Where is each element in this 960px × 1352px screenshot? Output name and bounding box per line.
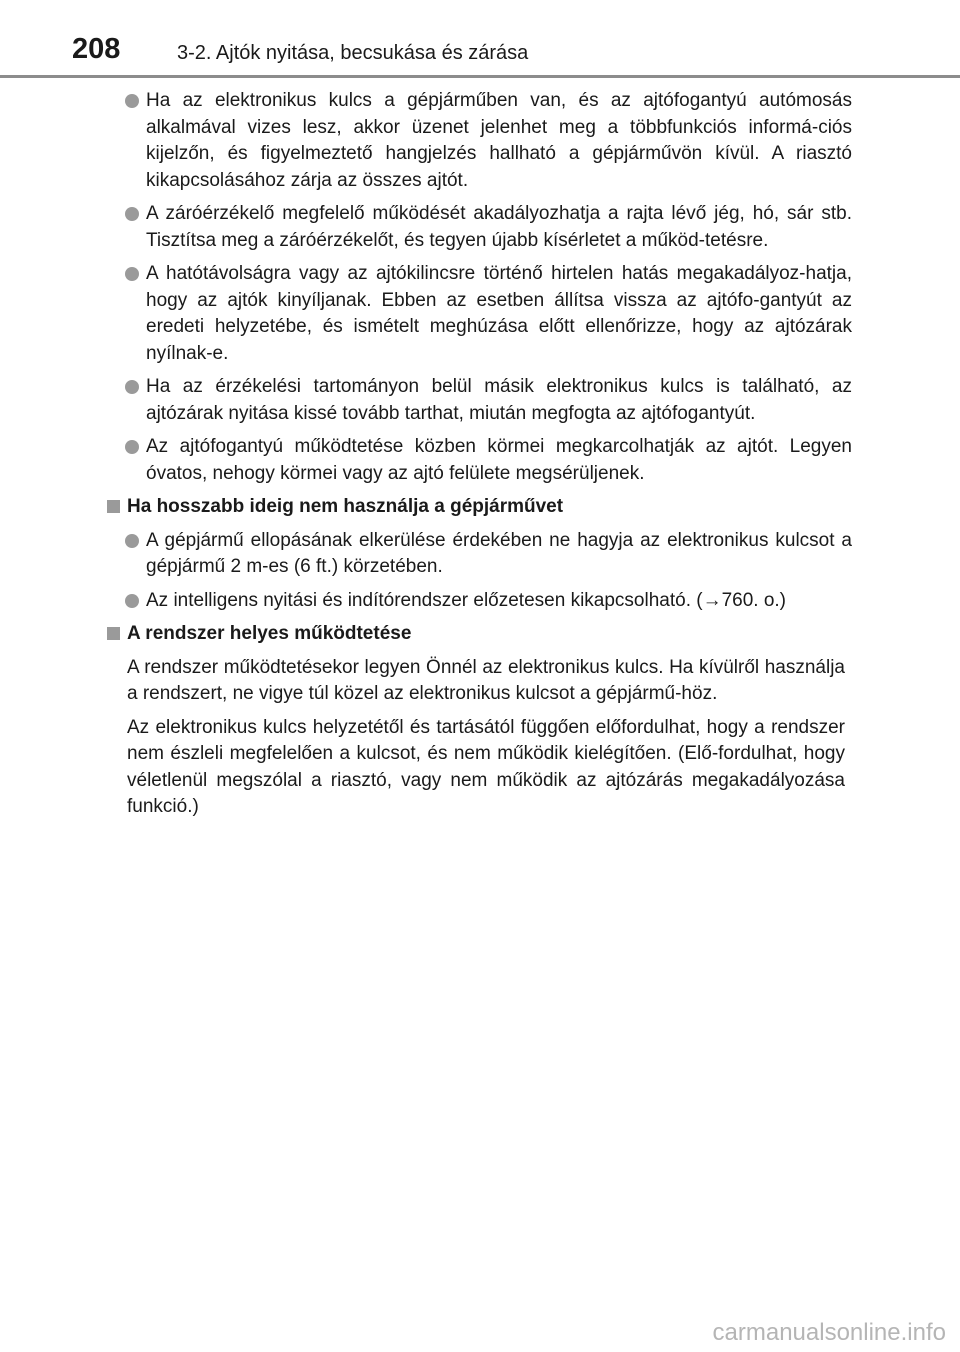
list-item-text: Az ajtófogantyú működtetése közben körmei megkarcolhatják az ajtót. Legyen óvatos, nehogy körmei vagy az ajtó felülete megsérüljenek. [146,436,852,484]
section-heading-text: A rendszer helyes működtetése [127,623,412,644]
list-item-text: A gépjármű ellopásának elkerülése érdekében ne hagyja az elektronikus kulcsot a gépjármű 2 m-es (6 ft.) körzetében. [146,529,852,577]
section-heading-long-term-nonuse [127,494,960,521]
watermark: carmanualsonline.info [712,1319,946,1346]
square-bullet-icon [107,627,120,640]
bullet-icon [125,594,139,608]
section-title: 3-2. Ajtók nyitása, becsukása és zárása [177,42,529,64]
paragraph: Az elektronikus kulcs helyzetétől és tartásától függően előfordulhat, hogy a rendszer nem észleli megfelelően a kulcsot, és nem működik kielégítően. (Elő-fordulhat, hogy véletlenül megszólal a riasztó, vagy nem működik az ajtózárás megakadályozása funkció.) [127,716,845,817]
bullet-icon [125,440,139,454]
list-item [146,374,852,427]
bullet-icon [125,267,139,281]
page-number: 208 [72,33,121,65]
list-item [146,201,852,254]
list-item-text: Ha az elektronikus kulcs a gépjárműben van, és az ajtófogantyú autómosás alkalmával vizes lesz, akkor üzenet jelenhet meg a többfunkciós informá-ciós kijelzőn, és figyelmeztető hangjelzés hallható a gépjárművön kívül. A riasztó kikapcsolásához zárja az összes ajtót. [146,90,852,191]
section-heading-correct-operation [127,621,960,648]
bullet-icon [125,380,139,394]
list-item-text: Ha az érzékelési tartományon belül másik elektronikus kulcs is található, az ajtózárak nyitása kissé tovább tarthat, miután megfogta az ajtófogantyút. [146,376,852,424]
list-item-text: Az intelligens nyitási és indítórendszer előzetesen kikapcsolható. (→760. o.) [146,589,787,611]
bullet-icon [125,534,139,548]
header-divider [0,75,960,78]
list-item-text: A záróérzékelő megfelelő működését akadályozhatja a rajta lévő jég, hó, sár stb. Tisztítsa meg a záróérzékelőt, és tegyen újabb kísérletet a működ-tetésre. [146,203,852,251]
list-item [146,434,852,487]
section-heading-text: Ha hosszabb ideig nem használja a gépjárművet [127,496,564,517]
square-bullet-icon [107,500,120,513]
page-header [0,0,960,78]
list-item-text: A hatótávolságra vagy az ajtókilincsre történő hirtelen hatás megakadályoz-hatja, hogy az ajtók kinyíljanak. Ebben az esetben állítsa vissza az ajtófo-gantyút az eredeti helyzetébe, és ismételt meghúzása előtt ellenőrizze, hogy az ajtózárak nyílnak-e. [146,263,852,364]
page-content [0,88,960,828]
paragraph: A rendszer működtetésekor legyen Önnél az elektronikus kulcs. Ha kívülről használja a rendszert, ne vigye túl közel az elektronikus kulcsot a gépjármű-höz. [127,656,845,704]
list-item [146,588,852,615]
list-item [146,528,852,581]
bullet-icon [125,94,139,108]
bullet-icon [125,207,139,221]
list-item [146,261,852,367]
list-item [146,88,852,194]
